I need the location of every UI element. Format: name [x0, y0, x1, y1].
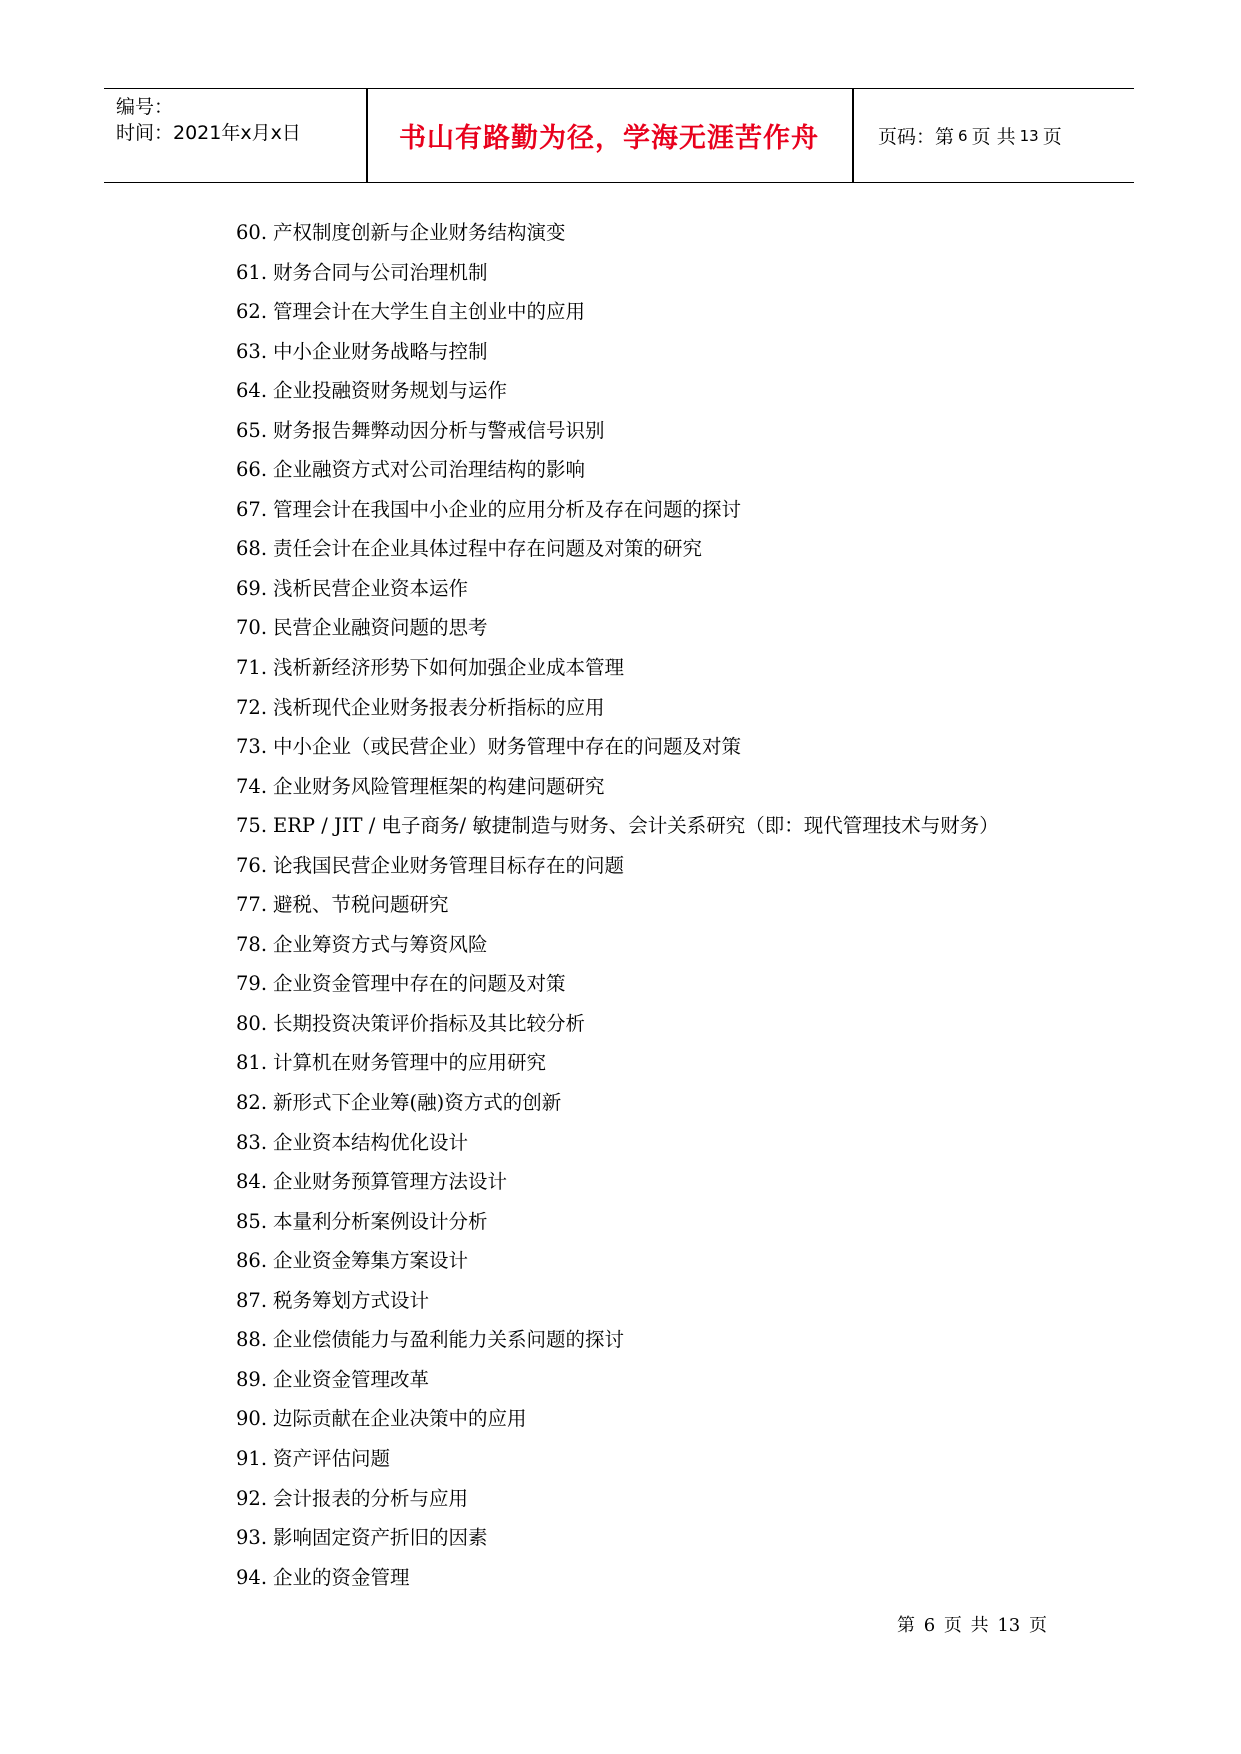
- item-number: 94.: [236, 1565, 268, 1589]
- item-text: 企业资金筹集方案设计: [273, 1249, 469, 1273]
- item-number: 77.: [236, 893, 268, 917]
- item-text: 长期投资决策评价指标及其比较分析: [273, 1011, 586, 1035]
- item-text: 论我国民营企业财务管理目标存在的问题: [273, 853, 625, 877]
- time-label: 时间：2021年x月x日: [116, 122, 301, 144]
- page-current: 6: [958, 126, 968, 145]
- list-item: [236, 259, 999, 299]
- item-text: 企业投融资财务规划与运作: [273, 379, 508, 403]
- list-item: [236, 1129, 999, 1169]
- item-number: 64.: [236, 379, 268, 403]
- item-number: 93.: [236, 1526, 268, 1550]
- item-text: 影响固定资产折旧的因素: [273, 1526, 488, 1550]
- list-item: [236, 496, 999, 536]
- page-total: 13: [1019, 126, 1039, 145]
- item-number: 78.: [236, 932, 268, 956]
- item-number: 71.: [236, 656, 268, 680]
- list-item: [236, 931, 999, 971]
- item-number: 89.: [236, 1367, 268, 1391]
- list-item: [236, 1524, 999, 1564]
- item-text: 本量利分析案例设计分析: [273, 1209, 488, 1233]
- item-number: 65.: [236, 418, 268, 442]
- item-text: 管理会计在大学生自主创业中的应用: [273, 300, 586, 324]
- item-text: 计算机在财务管理中的应用研究: [273, 1051, 547, 1075]
- item-number: 87.: [236, 1288, 268, 1312]
- list-item: [236, 852, 999, 892]
- list-item: [236, 1445, 999, 1485]
- item-text: 财务合同与公司治理机制: [273, 260, 488, 284]
- item-number: 84.: [236, 1170, 268, 1194]
- list-item: [236, 1405, 999, 1445]
- list-item: [236, 891, 999, 931]
- list-item: [236, 338, 999, 378]
- item-number: 81.: [236, 1051, 268, 1075]
- list-item: [236, 298, 999, 338]
- list-item: [236, 219, 999, 259]
- item-text: 避税、节税问题研究: [273, 893, 449, 917]
- page-header: [104, 88, 1134, 183]
- list-item: [236, 773, 999, 813]
- list-item: [236, 377, 999, 417]
- item-text: 企业资金管理中存在的问题及对策: [273, 972, 566, 996]
- list-item: [236, 1010, 999, 1050]
- item-number: 82.: [236, 1091, 268, 1115]
- list-item: [236, 575, 999, 615]
- item-text: 企业融资方式对公司治理结构的影响: [273, 458, 586, 482]
- list-item: [236, 1208, 999, 1248]
- item-number: 91.: [236, 1446, 268, 1470]
- list-item: [236, 1049, 999, 1089]
- page-mid: 页 共: [971, 126, 1016, 148]
- list-item: [236, 654, 999, 694]
- item-number: 70.: [236, 616, 268, 640]
- list-item: [236, 733, 999, 773]
- list-item: [236, 812, 999, 852]
- topic-list: [236, 219, 999, 1603]
- item-number: 68.: [236, 537, 268, 561]
- item-number: 92.: [236, 1486, 268, 1510]
- item-number: 83.: [236, 1130, 268, 1154]
- item-text: 民营企业融资问题的思考: [273, 616, 488, 640]
- list-item: [236, 1366, 999, 1406]
- number-label: 编号：: [116, 96, 174, 118]
- page-suffix: 页: [1042, 126, 1062, 148]
- header-divider: [852, 89, 854, 182]
- item-number: 61.: [236, 260, 268, 284]
- list-item: [236, 970, 999, 1010]
- item-number: 67.: [236, 497, 268, 521]
- item-number: 60.: [236, 221, 268, 244]
- item-number: 69.: [236, 576, 268, 600]
- item-number: 79.: [236, 972, 268, 996]
- item-number: 80.: [236, 1011, 268, 1035]
- item-text: 产权制度创新与企业财务结构演变: [273, 221, 566, 244]
- list-item: [236, 1564, 999, 1604]
- item-number: 62.: [236, 300, 268, 324]
- list-item: [236, 1247, 999, 1287]
- item-number: 63.: [236, 339, 268, 363]
- item-text: 中小企业（或民营企业）财务管理中存在的问题及对策: [273, 735, 742, 759]
- page-footer: 第 6 页 共 13 页: [897, 1615, 1047, 1636]
- item-number: 86.: [236, 1249, 268, 1273]
- item-number: 90.: [236, 1407, 268, 1431]
- header-page-info: [866, 89, 1138, 182]
- item-text: 企业财务预算管理方法设计: [273, 1170, 508, 1194]
- item-text: 企业偿债能力与盈利能力关系问题的探讨: [273, 1328, 625, 1352]
- list-item: [236, 614, 999, 654]
- item-number: 88.: [236, 1328, 268, 1352]
- item-text: 责任会计在企业具体过程中存在问题及对策的研究: [273, 537, 703, 561]
- list-item: [236, 1326, 999, 1366]
- item-number: 74.: [236, 774, 268, 798]
- list-item: [236, 694, 999, 734]
- item-text: 企业资本结构优化设计: [273, 1130, 469, 1154]
- list-item: [236, 1287, 999, 1327]
- list-item: [236, 1168, 999, 1208]
- item-number: 76.: [236, 853, 268, 877]
- item-number: 85.: [236, 1209, 268, 1233]
- item-text: 中小企业财务战略与控制: [273, 339, 488, 363]
- header-motto: 书山有路勤为径，学海无涯苦作舟: [399, 123, 819, 154]
- item-text: ERP / JIT / 电子商务/ 敏捷制造与财务、会计关系研究（即：现代管理技术与财务）: [273, 814, 999, 838]
- item-text: 企业筹资方式与筹资风险: [273, 932, 488, 956]
- item-number: 73.: [236, 735, 268, 759]
- list-item: [236, 417, 999, 457]
- item-text: 企业的资金管理: [273, 1565, 410, 1589]
- list-item: [236, 1089, 999, 1129]
- page-prefix: 页码：第: [878, 126, 955, 148]
- item-text: 边际贡献在企业决策中的应用: [273, 1407, 527, 1431]
- item-number: 72.: [236, 695, 268, 719]
- item-text: 浅析现代企业财务报表分析指标的应用: [273, 695, 605, 719]
- header-meta: [116, 89, 366, 182]
- item-text: 财务报告舞弊动因分析与警戒信号识别: [273, 418, 605, 442]
- list-item: [236, 1485, 999, 1525]
- item-text: 税务筹划方式设计: [273, 1288, 430, 1312]
- item-text: 企业资金管理改革: [273, 1367, 430, 1391]
- item-number: 66.: [236, 458, 268, 482]
- item-text: 浅析民营企业资本运作: [273, 576, 469, 600]
- item-text: 会计报表的分析与应用: [273, 1486, 469, 1510]
- item-text: 新形式下企业筹(融)资方式的创新: [273, 1091, 562, 1115]
- item-text: 管理会计在我国中小企业的应用分析及存在问题的探讨: [273, 497, 742, 521]
- item-text: 浅析新经济形势下如何加强企业成本管理: [273, 656, 625, 680]
- item-text: 企业财务风险管理框架的构建问题研究: [273, 774, 605, 798]
- list-item: [236, 535, 999, 575]
- item-number: 75.: [236, 814, 268, 838]
- item-text: 资产评估问题: [273, 1446, 391, 1470]
- list-item: [236, 456, 999, 496]
